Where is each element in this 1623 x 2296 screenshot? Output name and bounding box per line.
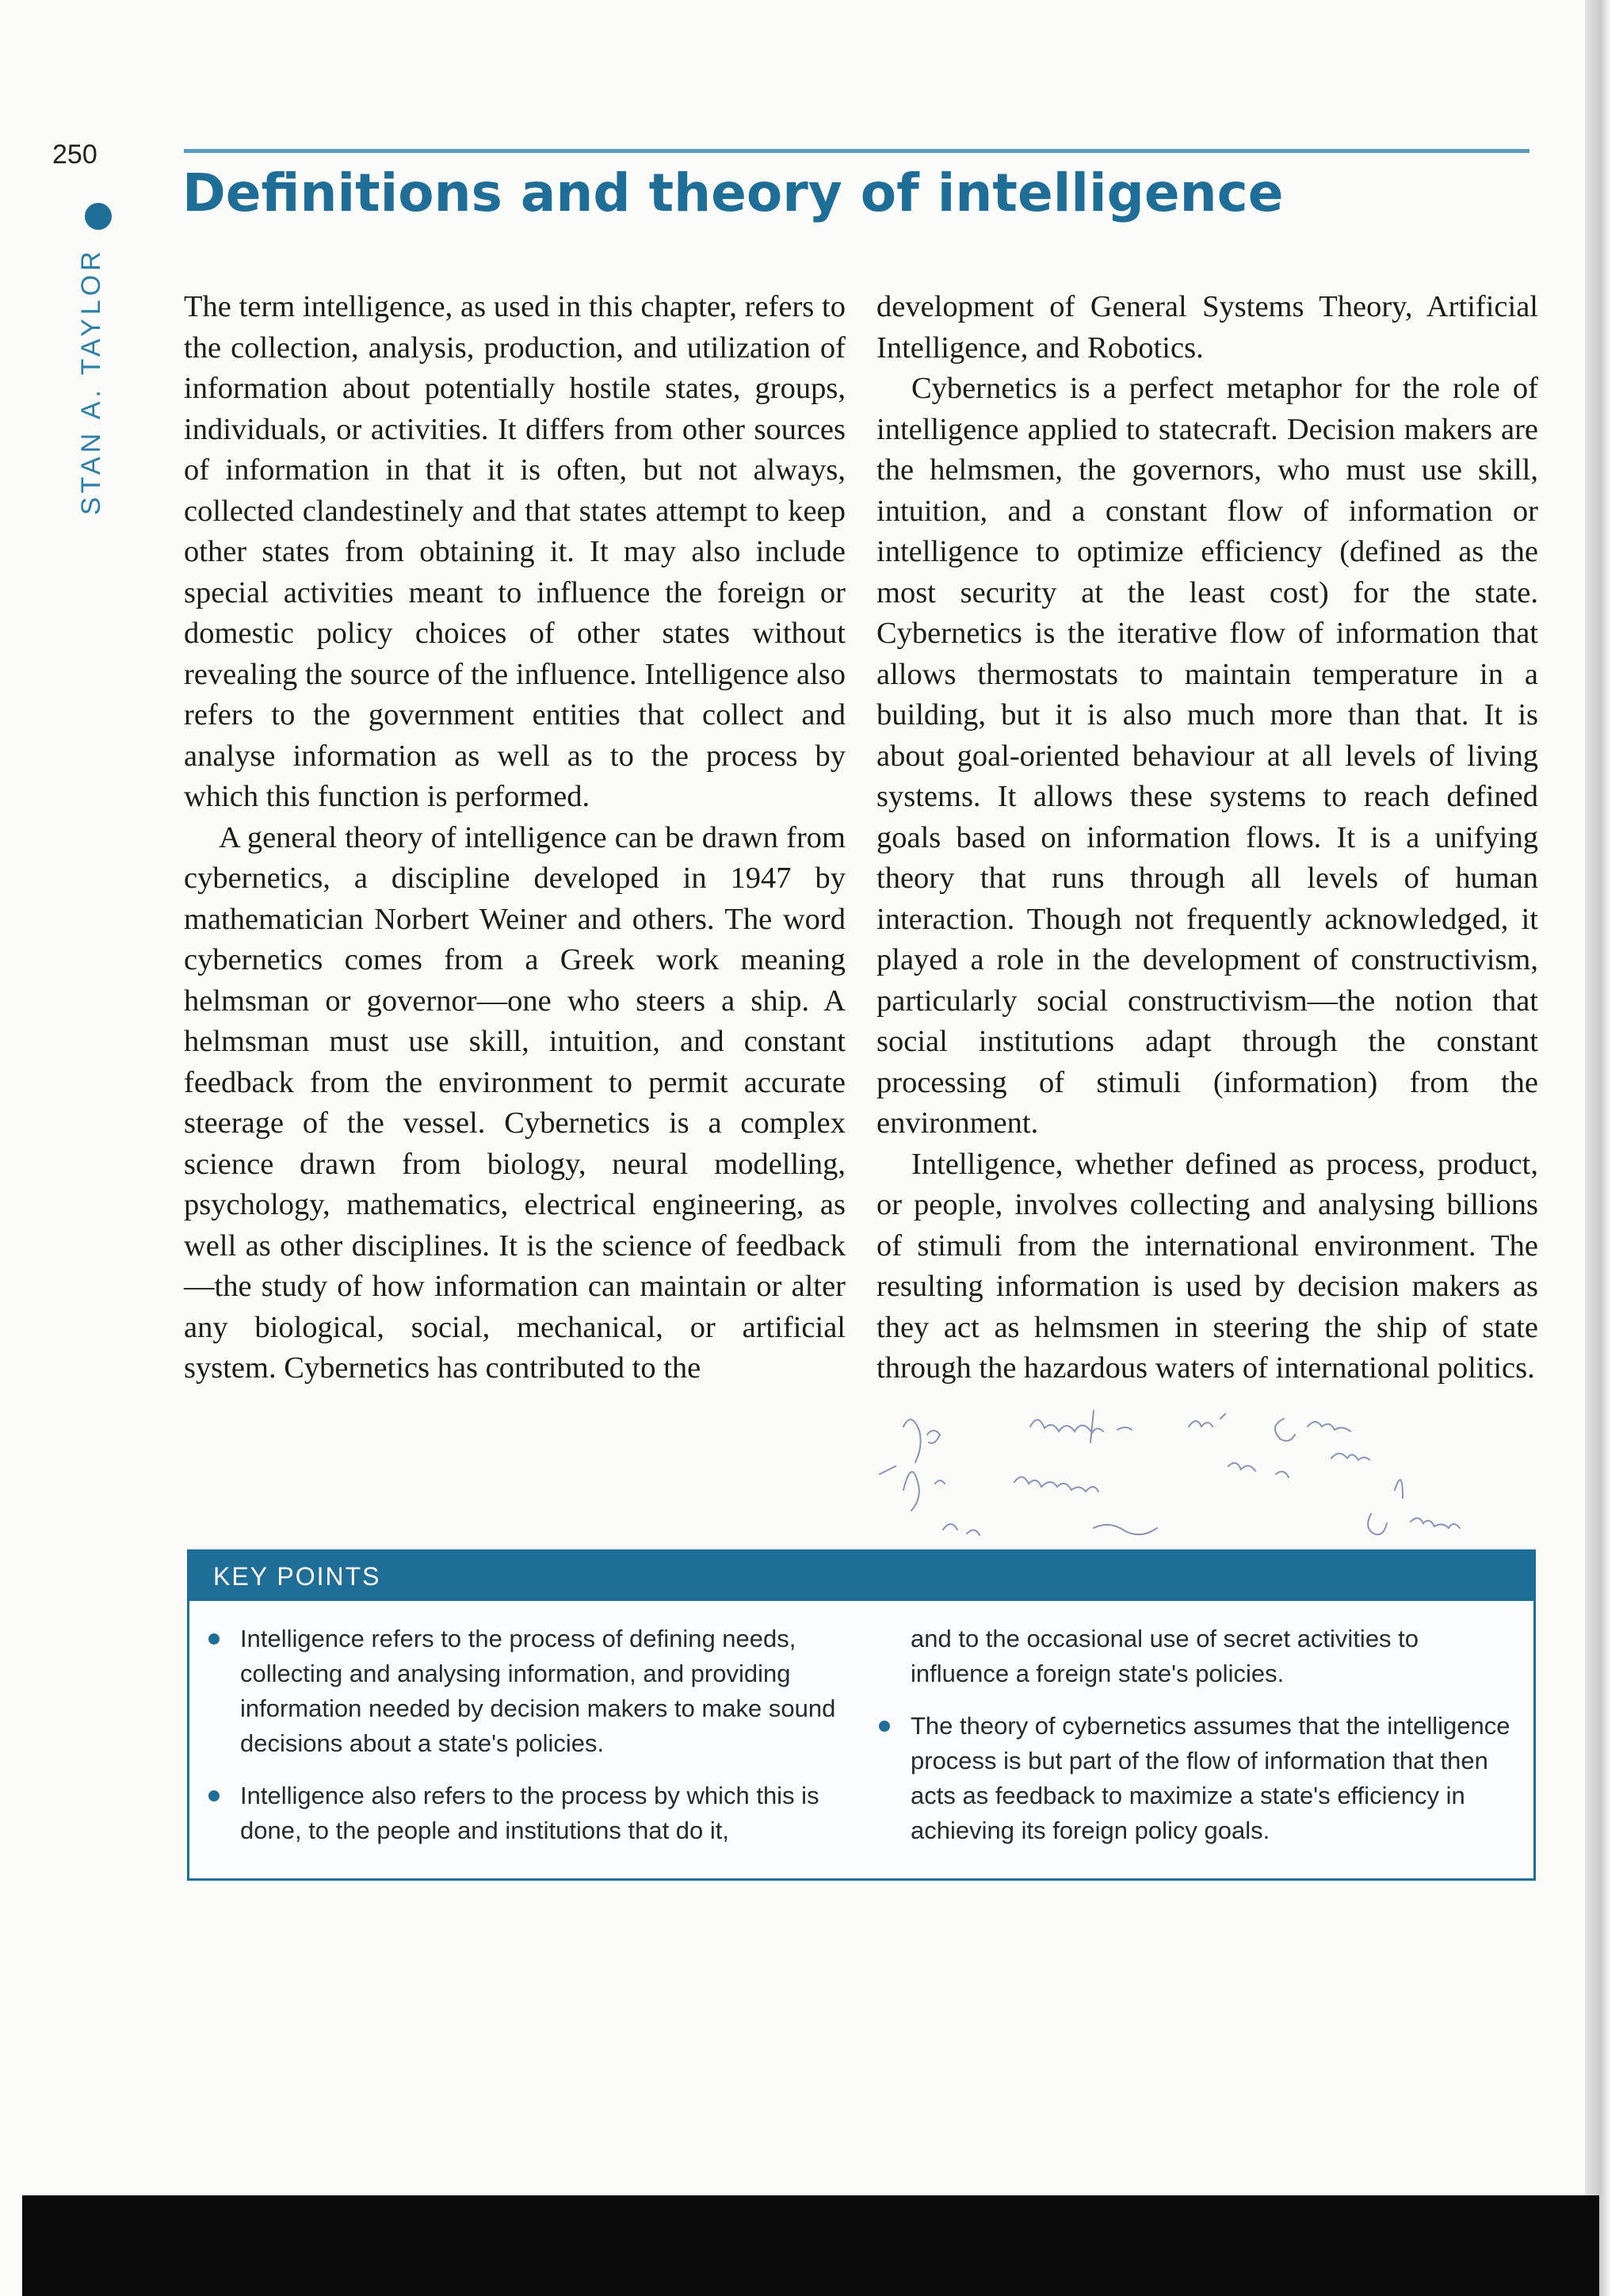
left-text-column xyxy=(184,287,846,1389)
paragraph: Intelligence, whether defined as process, product, or people, involves collecting and analysing billions of stimuli from the international environment. The resulting information is used by decision makers as they act as helmsmen in steering the ship of state through the hazardous waters of international politics. xyxy=(876,1147,1538,1385)
key-point-text: Intelligence also refers to the process by which this is done, to the people and institutions that do it, xyxy=(240,1782,819,1844)
section-dot-icon xyxy=(85,203,112,230)
paragraph: The term intelligence, as used in this chapter, refers to the collection, analysis, production, and utilization of information about potentially hostile states, groups, individuals, or activities. It differs from other sources of information in that it is often, but not always, collected clandestinely and that states attempt to keep other states from obtaining it. It may also include special activities meant to influence the foreign or domestic policy choices of other states without revealing the source of the influence. Intelligence also refers to the government entities that collect and analyse information as well as to the process by which this function is performed. xyxy=(184,290,846,813)
list-item xyxy=(879,1709,1513,1848)
key-points-box xyxy=(187,1549,1536,1881)
handwritten-annotation xyxy=(856,1395,1545,1553)
page-number: 250 xyxy=(52,139,97,170)
bullet-icon xyxy=(208,1633,220,1645)
paragraph: Cybernetics is a perfect metaphor for the role of intelligence applied to statecraft. Decision makers are the helmsmen, the governors, who must use skill, intuition, and a constant flow of information or intelligence to optimize efficiency (defined as the most security at the least cost) for the state. Cybernetics is the iterative flow of information that allows thermostats to maintain temperature in a building, but it is also much more than that. It is about goal-oriented behaviour at all levels of living systems. It allows these systems to reach defined goals based on information flows. It is a unifying theory that runs through all levels of human interaction. Though not frequently acknowledged, it played a role in the development of constructivism, particularly social constructivism—the notion that social institutions adapt through the constant processing of stimuli (information) from the environment. xyxy=(876,372,1538,1140)
paragraph: A general theory of intelligence can be drawn from cybernetics, a discipline developed in 1947 by mathematician Norbert Weiner and others. The word cybernetics comes from a Greek work meaning helmsman or governor—one who steers a ship. A helmsman must use skill, intuition, and constant feedback from the environment to permit accurate steerage of the vessel. Cybernetics is a complex science drawn from biology, neural modelling, psychology, mathematics, electrical engineering, as well as other disciplines. It is the science of feedback—the study of how information can maintain or alter any biological, social, mechanical, or artificial system. Cybernetics has contributed to the xyxy=(184,820,846,1385)
key-point-text: The theory of cybernetics assumes that the intelligence process is but part of the flow of information that then acts as feedback to maximize a state's efficiency in achieving its foreign policy goals. xyxy=(911,1712,1510,1844)
list-item xyxy=(208,1778,842,1848)
right-text-column xyxy=(876,287,1538,1389)
page-title: Definitions and theory of intelligence xyxy=(182,162,1284,223)
key-points-right-list xyxy=(879,1622,1513,1866)
title-rule xyxy=(184,149,1529,153)
author-running-head: STAN A. TAYLOR xyxy=(76,247,106,515)
bullet-icon xyxy=(879,1721,890,1732)
key-points-left-list xyxy=(208,1622,842,1866)
list-item xyxy=(208,1622,842,1761)
paragraph: development of General Systems Theory, Artificial Intelligence, and Robotics. xyxy=(876,290,1538,365)
bullet-icon xyxy=(208,1790,220,1801)
key-points-header: KEY POINTS xyxy=(189,1552,1533,1601)
list-item xyxy=(879,1622,1513,1691)
page-edge-shadow xyxy=(1585,0,1623,2296)
key-point-text: Intelligence refers to the process of defining needs, collecting and analysing information, and providing information needed by decision makers to make sound decisions about a state's policies. xyxy=(240,1625,836,1757)
scanner-bottom-edge xyxy=(22,2195,1599,2296)
key-point-text: and to the occasional use of secret activities to influence a foreign state's policies. xyxy=(911,1625,1419,1687)
